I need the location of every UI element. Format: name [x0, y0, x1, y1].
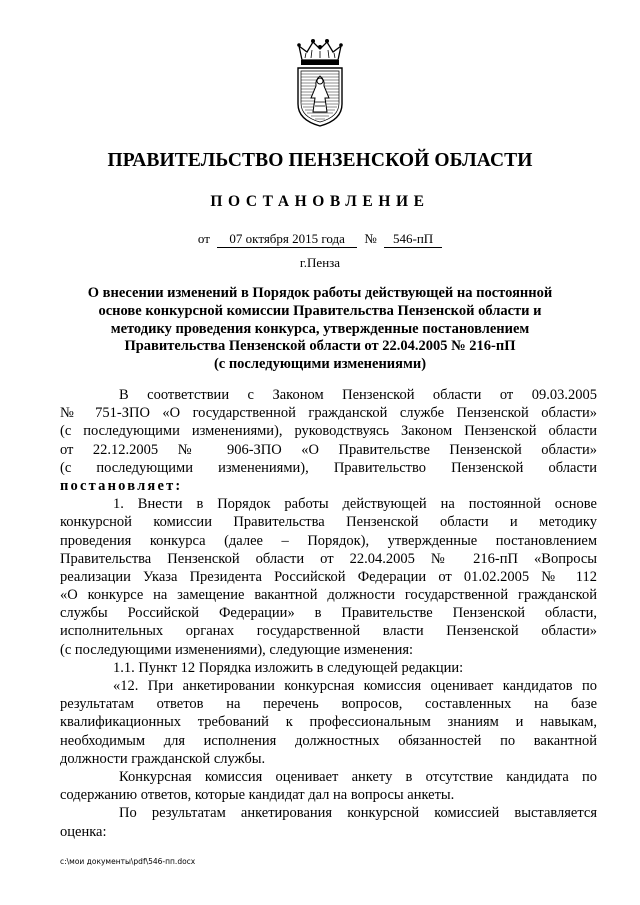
document-type: ПОСТАНОВЛЕНИЕ [210, 193, 430, 210]
heading-line: основе конкурсной комиссии Правительства Пензенской области и [98, 302, 542, 319]
body-line: Конкурсная комиссия оценивает анкету в отсутствие кандидата по [119, 768, 597, 785]
pensa-region-coat-of-arms-icon [289, 36, 351, 130]
body-line: от 22.12.2005 № 906-ЗПО «О Правительстве Пензенской области» [60, 441, 597, 458]
body-line: № 751-ЗПО «О государственной гражданской службе Пензенской области» [60, 405, 597, 422]
document-date: 07 октября 2015 года [217, 231, 357, 248]
body-line: конкурсной комиссии Правительства Пензенской области и методику [60, 514, 597, 531]
government-title: ПРАВИТЕЛЬСТВО ПЕНЗЕНСКОЙ ОБЛАСТИ [107, 150, 533, 171]
body-line: содержанию ответов, которые кандидат дал на вопросы анкеты. [60, 787, 455, 804]
body-line-decree: постановляет: [60, 477, 183, 494]
body-line: результатам ответов на перечень вопросов, составленных на базе [60, 696, 597, 713]
body-line: оценка: [60, 823, 107, 840]
body-line: должности гражданской службы. [60, 750, 266, 767]
body-line: исполнительных органах государственной власти Пензенской области» [60, 623, 597, 640]
date-prefix: от [197, 231, 210, 246]
body-line: службы Российской Федерации» в Правительстве Пензенской области, [60, 605, 597, 622]
city: г.Пенза [299, 255, 341, 270]
body-line: квалификационных требований к профессиональным знаниям и навыкам, [60, 714, 597, 731]
body-line: (с последующими изменениями), руководствуясь Законом Пензенской области [60, 423, 597, 440]
date-number-line [0, 230, 640, 248]
body-line: 1.1. Пункт 12 Порядка изложить в следующей редакции: [113, 659, 464, 676]
body-line: необходимым для исполнения должностных обязанностей по вакантной [60, 732, 597, 749]
body-line: (с последующими изменениями), следующие изменения: [60, 641, 414, 658]
heading-line: (с последующими изменениями) [213, 356, 427, 373]
document-number: 546-пП [384, 231, 442, 248]
document-body [60, 386, 597, 841]
body-line: «12. При анкетировании конкурсная комиссия оценивает кандидатов по [113, 678, 597, 694]
heading-line: методику проведения конкурса, утвержденные постановлением [110, 320, 530, 337]
heading-line: Правительства Пензенской области от 22.04.2005 № 216-пП [124, 338, 516, 355]
body-line: «О конкурсе на замещение вакантной должности государственной гражданской [60, 587, 597, 604]
document-heading [60, 285, 580, 374]
body-line: (с последующими изменениями), Правительство Пензенской области [60, 459, 597, 476]
body-line: 1. Внести в Порядок работы действующей на постоянной основе [113, 496, 597, 513]
heading-line: О внесении изменений в Порядок работы действующей на постоянной [87, 285, 553, 301]
body-line: проведения конкурса (далее – Порядок), утвержденные постановлением [60, 532, 597, 549]
file-path-footer: c:\мои документы\pdf\546-пп.docx [60, 857, 196, 866]
number-sign: № [364, 231, 377, 246]
body-line: реализации Указа Президента Российской Федерации от 01.02.2005 № 112 [60, 568, 597, 585]
body-line: По результатам анкетирования конкурсной комиссией выставляется [119, 805, 597, 822]
body-line: Правительства Пензенской области от 22.04.2005 № 216-пП «Вопросы [60, 550, 597, 567]
body-line: В соответствии с Законом Пензенской области от 09.03.2005 [119, 387, 597, 403]
